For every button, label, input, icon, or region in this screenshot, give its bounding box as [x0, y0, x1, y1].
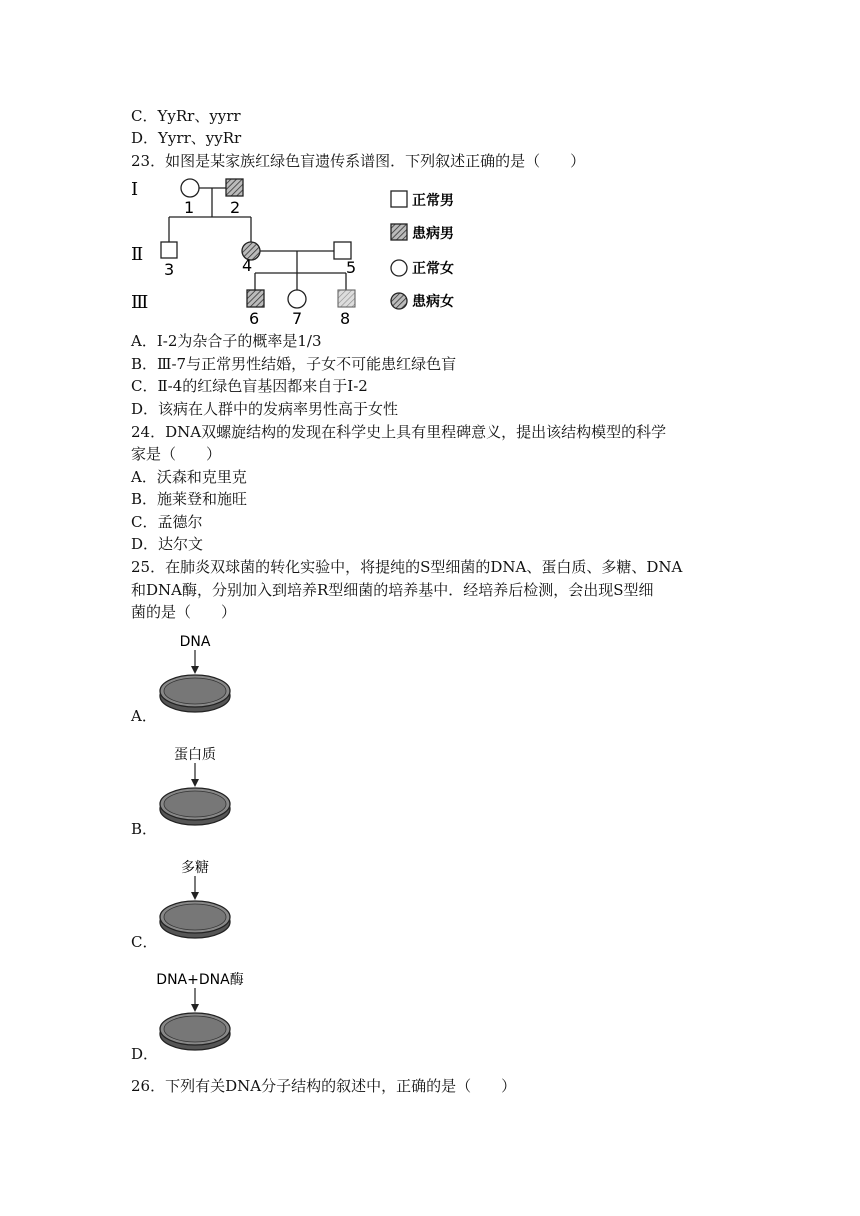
q25-option-c: C．: [131, 933, 158, 951]
legend-normal-male: 正常男: [412, 193, 454, 209]
label-8: 8: [340, 309, 351, 328]
prev-option-d: D．Yyrr、yyRr: [131, 129, 242, 147]
q24-option-b: B．施莱登和施旺: [131, 490, 248, 508]
legend-affected-female: 患病女: [412, 294, 454, 310]
q25-option-d: D．: [131, 1045, 159, 1063]
individual-1-normal-female: [181, 179, 199, 197]
label-2: 2: [230, 198, 241, 217]
prev-option-c: C．YyRr、yyrr: [131, 107, 241, 125]
legend-affected-female-icon: [391, 293, 407, 309]
q24-option-d: D．达尔文: [131, 535, 204, 553]
q25-option-a: A．: [131, 707, 157, 725]
q24-option-c: C．孟德尔: [131, 513, 203, 531]
individual-8-affected-male: [338, 290, 355, 307]
q26-stem: 26．下列有关DNA分子结构的叙述中，正确的是（ ）: [131, 1077, 517, 1095]
individual-2-affected-male: [226, 179, 243, 196]
individual-3-normal-male: [161, 242, 177, 258]
label-5: 5: [346, 258, 357, 277]
dish-a-label: DNA: [179, 634, 211, 650]
individual-7-normal-female: [288, 290, 306, 308]
q24-stem-line2: 家是（ ）: [131, 445, 222, 463]
legend-normal-female-icon: [391, 260, 407, 276]
q23-option-d: D．该病在人群中的发病率男性高于女性: [131, 400, 399, 418]
legend-affected-male: 患病男: [412, 226, 454, 242]
legend-normal-male-icon: [391, 191, 407, 207]
q25-option-b: B．: [131, 820, 158, 838]
pedigree-chart: [128, 174, 488, 328]
q24-stem-line1: 24．DNA双螺旋结构的发现在科学史上具有里程碑意义，提出该结构模型的科学: [131, 423, 667, 441]
q25-stem-line1: 25．在肺炎双球菌的转化实验中，将提纯的S型细菌的DNA、蛋白质、多糖、DNA: [131, 558, 683, 576]
q25-stem-line3: 菌的是（ ）: [131, 603, 237, 621]
label-3: 3: [164, 260, 175, 279]
gen-label-2: Ⅱ: [131, 244, 144, 265]
petri-dish-c: [150, 854, 260, 946]
petri-dish-a: [150, 628, 260, 720]
label-6: 6: [249, 309, 260, 328]
q25-stem-line2: 和DNA酶，分别加入到培养R型细菌的培养基中．经培养后检测，会出现S型细: [131, 581, 654, 599]
label-7: 7: [292, 309, 303, 328]
q23-stem: 23．如图是某家族红绿色盲遗传系谱图．下列叙述正确的是（ ）: [131, 152, 586, 170]
gen-label-1: Ⅰ: [131, 179, 139, 200]
individual-5-normal-male: [334, 242, 351, 259]
petri-dish-d: [150, 966, 260, 1058]
dish-b-label: 蛋白质: [174, 747, 216, 763]
q23-option-c: C．Ⅱ-4的红绿色盲基因都来自于Ⅰ-2: [131, 377, 368, 395]
dish-d-label: DNA+DNA酶: [156, 972, 244, 988]
gen-label-3: Ⅲ: [131, 292, 149, 313]
dish-c-label: 多糖: [181, 860, 209, 876]
label-1: 1: [184, 198, 195, 217]
individual-6-affected-male: [247, 290, 264, 307]
label-4: 4: [242, 256, 253, 275]
q23-option-b: B．Ⅲ-7与正常男性结婚，子女不可能患红绿色盲: [131, 355, 457, 373]
legend-normal-female: 正常女: [412, 261, 454, 277]
legend-affected-male-icon: [391, 224, 407, 240]
petri-dish-b: [150, 741, 260, 833]
q24-option-a: A．沃森和克里克: [131, 468, 247, 486]
q23-option-a: A．Ⅰ-2为杂合子的概率是1/3: [131, 332, 322, 350]
